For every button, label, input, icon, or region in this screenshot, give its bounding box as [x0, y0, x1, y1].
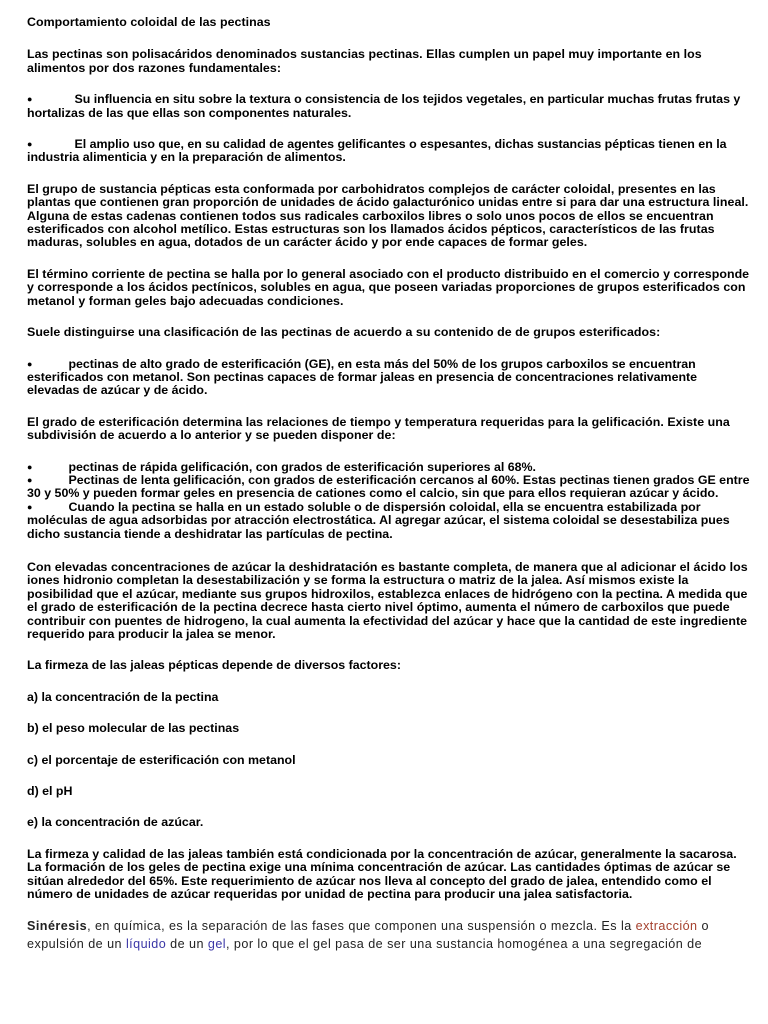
subdivision-bullet: [27, 501, 750, 541]
factor-item: d) el pH: [27, 784, 73, 799]
bullet-icon: ●: [27, 358, 33, 369]
high-ge-bullet: [27, 358, 750, 398]
syneresis-term: Sinéresis: [27, 919, 88, 934]
subdivision-text: pectinas de rápida gelificación, con grados de esterificación superiores al 68%.: [68, 459, 537, 474]
reason-text: El amplio uso que, en su calidad de agentes gelificantes o espesantes, dichas sustancias pépticas tienen en la industria alimenticia y en la preparación de alimentos.: [27, 137, 727, 165]
reason-bullet-1: [27, 93, 750, 120]
bullet-icon: ●: [27, 474, 33, 485]
syneresis-text: o expulsión de un: [27, 919, 709, 952]
link-liquido[interactable]: líquido: [125, 937, 167, 952]
bullet-icon: ●: [27, 461, 33, 472]
document-title: Comportamiento coloidal de las pectinas: [27, 15, 271, 29]
syneresis-paragraph: [27, 917, 750, 953]
subdivision-list: [27, 461, 750, 541]
reason-text: Su influencia en situ sobre la textura o consistencia de los tejidos vegetales, en particular muchas frutas frutas y hortalizas de las que ellas son componentes naturales.: [27, 92, 741, 120]
bullet-icon: ●: [27, 501, 33, 512]
group-paragraph: El grupo de sustancia pépticas esta conformada por carbohidratos complejos de carácter coloidal, presentes en las plantas que contienen gran proporción de unidades de ácido galacturónico unidas entre si para dar una estructura lineal. Alguna de estas cadenas contienen todos sus radicales carboxilos libres o solo unos pocos de ellos se encuentran esterificados con alcohol metílico. Estas estructuras son los llamados ácidos pépticos, característicos de las frutas maduras, solubles en agua, dotados de un carácter ácido y por ende capaces de formar geles.: [27, 181, 749, 250]
syneresis-text: , en química, es la separación de las fases que componen una suspensión o mezcla. Es la: [87, 919, 636, 934]
subdivision-bullet: [27, 461, 750, 474]
document-page: [27, 10, 750, 953]
subdivision-text: Cuando la pectina se halla en un estado soluble o de dispersión coloidal, ella se encuentra estabilizada por moléculas de agua adsorbidas por atracción electrostática. Al agregar azúcar, el sistema coloidal se desestabiliza pues dicho sustancia tiende a deshidratar las partículas de pectina.: [27, 499, 730, 541]
bullet-icon: ●: [27, 139, 33, 150]
syneresis-text: , por lo que el gel pasa de ser una sustancia homogénea a una segregación de: [226, 937, 703, 952]
classification-paragraph: Suele distinguirse una clasificación de las pectinas de acuerdo a su contenido de de grupos esterificados:: [27, 325, 661, 340]
term-paragraph: El término corriente de pectina se halla por lo general asociado con el producto distribuido en el comercio y corresponde y corresponde a los ácidos pectínicos, solubles en agua, que poseen variadas proporciones de grupos esterificados con metanol y forman geles bajo adecuadas condiciones.: [27, 266, 750, 308]
firmness-intro: La firmeza de las jaleas pépticas depende de diversos factores:: [27, 658, 401, 673]
syneresis-text: de un: [166, 937, 208, 952]
sugar-paragraph: La firmeza y calidad de las jaleas también está condicionada por la concentración de azúcar, generalmente la sacarosa. La formación de los geles de pectina exige una mínima concentración de azúcar. Las cantidades óptimas de azúcar se sitúan alrededor del 65%. Este requerimiento de azúcar nos lleva al concepto del grado de jalea, entendido como el número de unidades de azúcar requeridas por unidad de pectina para producir una jalea satisfactoria.: [27, 846, 737, 902]
bullet-icon: ●: [27, 94, 33, 105]
degree-paragraph: El grado de esterificación determina las relaciones de tiempo y temperatura requeridas para la gelificación. Existe una subdivisión de acuerdo a lo anterior y se pueden disponer de:: [27, 414, 730, 443]
high-ge-text: pectinas de alto grado de esterificación (GE), en esta más del 50% de los grupos carboxilos se encuentran esterificados con metanol. Son pectinas capaces de formar jaleas en presencia de concentraciones relativamente elevadas de azúcar y de ácido.: [27, 356, 698, 398]
factor-item: b) el peso molecular de las pectinas: [27, 721, 240, 736]
link-extraccion[interactable]: extracción: [635, 919, 698, 934]
factor-item: e) la concentración de azúcar.: [27, 815, 204, 830]
subdivision-text: Pectinas de lenta gelificación, con grados de esterificación cercanos al 60%. Estas pectinas tienen grados GE entre 30 y 50% y pueden formar geles en presencia de cationes como el calcio, sin que para ellos requieran azúcar y ácido.: [27, 472, 750, 501]
reason-bullet-2: [27, 138, 750, 165]
dehydration-paragraph: Con elevadas concentraciones de azúcar la deshidratación es bastante completa, de manera que al adicionar el ácido los iones hidronio completan la desestabilización y se forma la estructura o matriz de la jalea. Así mismos existe la posibilidad que el azúcar, mediante sus grupos hidroxilos, establezca enlaces de hidrógeno con la pectina. A medida que el grado de esterificación de la pectina decrece hasta cierto nivel óptimo, aumenta el número de carboxilos que puede contribuir con puentes de hidrogeno, la cual aumenta la efectividad del azúcar y hace que la cantidad de este ingrediente requerido para producir la jalea se menor.: [27, 559, 748, 641]
intro-paragraph: Las pectinas son polisacáridos denominados sustancias pectinas. Ellas cumplen un papel muy importante en los alimentos por dos razones fundamentales:: [27, 47, 702, 75]
link-gel[interactable]: gel: [207, 937, 227, 952]
factor-item: c) el porcentaje de esterificación con metanol: [27, 752, 296, 767]
subdivision-bullet: [27, 474, 750, 501]
factor-item: a) la concentración de la pectina: [27, 689, 219, 704]
